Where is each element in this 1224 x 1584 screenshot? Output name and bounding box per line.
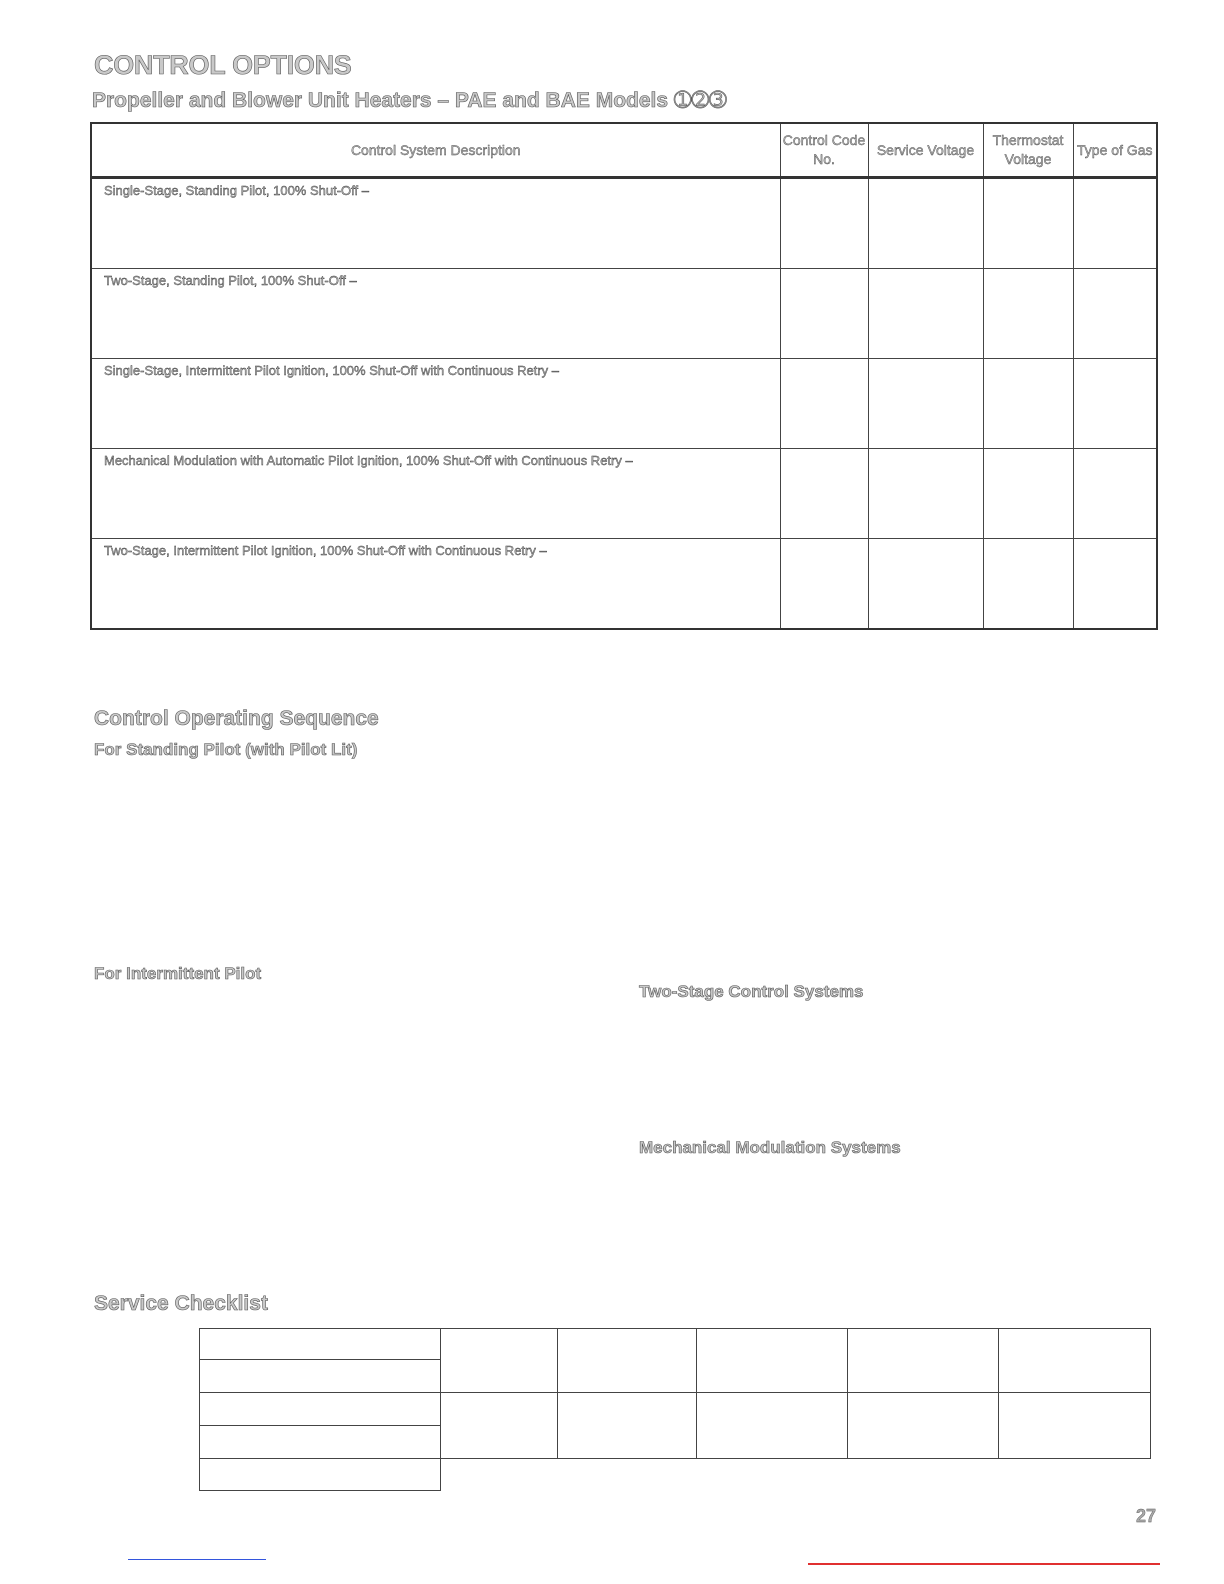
table-row [91,359,1157,449]
table-row [91,449,1157,539]
cell-thermostat-voltage [983,359,1073,449]
row-description: Single-Stage, Intermittent Pilot Ignition, 100% Shut-Off with Continuous Retry – [91,359,780,449]
checklist-heading: Service Checklist [94,1292,268,1315]
grid-line [199,1328,200,1491]
cell-thermostat-voltage [983,539,1073,630]
control-options-table [90,122,1158,630]
sequence-heading: Control Operating Sequence [94,707,379,730]
cell-thermostat-voltage [983,449,1073,539]
grid-line [696,1328,697,1458]
grid-line [1150,1328,1151,1458]
page-title: CONTROL OPTIONS [94,50,352,80]
link-underline[interactable] [128,1559,266,1560]
cell-service-voltage [868,539,983,630]
cell-thermostat-voltage [983,269,1073,359]
table-header-row [91,123,1157,178]
page-subtitle: Propeller and Blower Unit Heaters – PAE and BAE Models ➀➁➂ [92,89,727,112]
table-row [91,178,1157,269]
cell-code [780,269,868,359]
grid-line [440,1328,441,1491]
cell-service-voltage [868,359,983,449]
grid-line [199,1490,440,1491]
cell-gas-type [1073,449,1157,539]
footer-rule [808,1563,1160,1565]
col-header-thermostat-voltage: Thermostat Voltage [983,123,1073,178]
cell-gas-type [1073,269,1157,359]
cell-code [780,359,868,449]
mechanical-modulation-heading: Mechanical Modulation Systems [639,1138,901,1157]
row-description: Two-Stage, Standing Pilot, 100% Shut-Off – [91,269,780,359]
row-description: Mechanical Modulation with Automatic Pilot Ignition, 100% Shut-Off with Continuous Retry – [91,449,780,539]
col-header-code: Control Code No. [780,123,868,178]
grid-line [557,1328,558,1458]
cell-service-voltage [868,269,983,359]
col-header-gas-type: Type of Gas [1073,123,1157,178]
intermittent-pilot-heading: For Intermittent Pilot [94,964,262,983]
grid-line [199,1359,440,1360]
cell-code [780,178,868,269]
grid-line [847,1328,848,1458]
col-header-description: Control System Description [91,123,780,178]
cell-service-voltage [868,449,983,539]
grid-line [199,1458,1151,1459]
col-header-service-voltage: Service Voltage [868,123,983,178]
page-number: 27 [1135,1506,1156,1526]
grid-line [199,1328,1151,1329]
table-row [91,539,1157,630]
cell-code [780,449,868,539]
cell-gas-type [1073,178,1157,269]
grid-line [199,1392,1151,1393]
grid-line [199,1425,440,1426]
row-description: Two-Stage, Intermittent Pilot Ignition, 100% Shut-Off with Continuous Retry – [91,539,780,630]
cell-gas-type [1073,359,1157,449]
table-row [91,269,1157,359]
standing-pilot-heading: For Standing Pilot (with Pilot Lit) [94,740,358,759]
cell-gas-type [1073,539,1157,630]
two-stage-heading: Two-Stage Control Systems [639,982,864,1001]
grid-line [998,1328,999,1458]
cell-code [780,539,868,630]
cell-service-voltage [868,178,983,269]
row-description: Single-Stage, Standing Pilot, 100% Shut-Off – [91,178,780,269]
cell-thermostat-voltage [983,178,1073,269]
